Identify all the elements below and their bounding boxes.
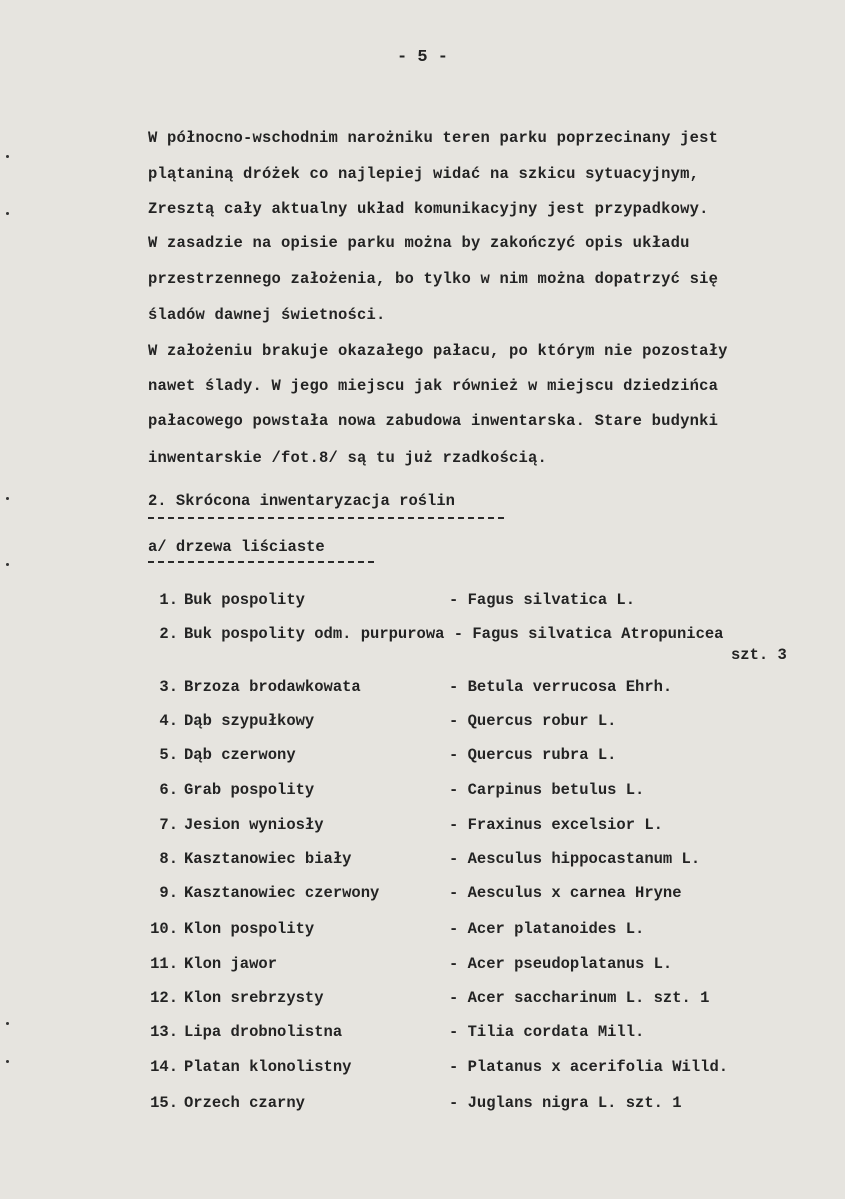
paragraph-line: W zasadzie na opisie parku można by zakończyć opis układu (148, 234, 690, 252)
page-number: - 5 - (396, 48, 448, 67)
subsection-heading-underline (148, 561, 374, 563)
tree-number: 1. (159, 591, 178, 609)
paragraph-line: W północno-wschodnim narożniku teren parku poprzecinany jest (148, 129, 719, 147)
section-heading: 2. Skrócona inwentaryzacja roślin (148, 492, 455, 510)
tree-number: 10. (150, 920, 178, 938)
tree-polish-name: Buk pospolity odm. purpurowa - Fagus silvatica Atropunicea (184, 625, 724, 643)
tree-polish-name: Grab pospolity (184, 781, 315, 799)
tree-latin-name: - Acer saccharinum L. szt. 1 (449, 989, 710, 1007)
margin-punch-mark (6, 1060, 9, 1063)
tree-row (0, 712, 845, 734)
tree-polish-name: Buk pospolity (184, 591, 305, 609)
tree-number: 7. (159, 816, 178, 834)
paragraph-line: W założeniu brakuje okazałego pałacu, po którym nie pozostały (148, 342, 728, 360)
tree-number: 15. (150, 1094, 178, 1112)
tree-polish-name: Kasztanowiec biały (184, 850, 352, 868)
tree-latin-name: - Platanus x acerifolia Willd. (449, 1058, 729, 1076)
tree-polish-name: Klon jawor (184, 955, 278, 973)
tree-row (0, 781, 845, 803)
tree-polish-name: Kasztanowiec czerwony (184, 884, 380, 902)
tree-latin-name: - Betula verrucosa Ehrh. (449, 678, 673, 696)
margin-punch-mark (6, 212, 9, 215)
tree-number: 11. (150, 955, 178, 973)
tree-latin-name: - Fraxinus excelsior L. (449, 816, 663, 834)
tree-number: 6. (159, 781, 178, 799)
tree-row (0, 591, 845, 613)
tree-polish-name: Jesion wyniosły (184, 816, 324, 834)
tree-row (0, 746, 845, 768)
paragraph-line: nawet ślady. W jego miejscu jak również w miejscu dziedzińca (148, 377, 719, 395)
tree-row (0, 816, 845, 838)
paragraph-line: Zresztą cały aktualny układ komunikacyjny jest przypadkowy. (148, 200, 709, 218)
tree-row (0, 850, 845, 872)
paragraph-line: plątaniną dróżek co najlepiej widać na szkicu sytuacyjnym, (148, 165, 700, 183)
tree-row (0, 678, 845, 700)
tree-count: szt. 3 (731, 646, 787, 664)
margin-punch-mark (6, 563, 9, 566)
margin-punch-mark (6, 1022, 9, 1025)
tree-number: 4. (159, 712, 178, 730)
tree-polish-name: Klon srebrzysty (184, 989, 324, 1007)
tree-latin-name: - Fagus silvatica L. (449, 591, 636, 609)
tree-number: 8. (159, 850, 178, 868)
tree-row (0, 1023, 845, 1045)
tree-number: 9. (159, 884, 178, 902)
tree-latin-name: - Acer pseudoplatanus L. (449, 955, 673, 973)
tree-row (0, 955, 845, 977)
paragraph-line: inwentarskie /fot.8/ są tu już rzadkością. (148, 449, 548, 467)
tree-row (0, 1094, 845, 1116)
tree-polish-name: Brzoza brodawkowata (184, 678, 361, 696)
tree-number: 12. (150, 989, 178, 1007)
margin-punch-mark (6, 155, 9, 158)
tree-latin-name: - Quercus rubra L. (449, 746, 617, 764)
tree-number: 5. (159, 746, 178, 764)
tree-row (0, 884, 845, 906)
margin-punch-mark (6, 497, 9, 500)
tree-polish-name: Platan klonolistny (184, 1058, 352, 1076)
tree-polish-name: Klon pospolity (184, 920, 315, 938)
tree-latin-name: - Aesculus hippocastanum L. (449, 850, 701, 868)
tree-polish-name: Lipa drobnolistna (184, 1023, 343, 1041)
tree-number: 2. (159, 625, 178, 643)
tree-row (0, 920, 845, 942)
tree-latin-name: - Juglans nigra L. szt. 1 (449, 1094, 682, 1112)
tree-polish-name: Orzech czarny (184, 1094, 305, 1112)
tree-number: 3. (159, 678, 178, 696)
subsection-heading: a/ drzewa liściaste (148, 538, 325, 556)
tree-row (0, 1058, 845, 1080)
tree-number: 14. (150, 1058, 178, 1076)
tree-row (0, 625, 845, 669)
tree-row (0, 989, 845, 1011)
paragraph-line: przestrzennego założenia, bo tylko w nim można dopatrzyć się (148, 270, 719, 288)
section-heading-underline (148, 517, 504, 519)
paragraph-line: śladów dawnej świetności. (148, 306, 386, 324)
tree-latin-name: - Quercus robur L. (449, 712, 617, 730)
tree-latin-name: - Acer platanoides L. (449, 920, 645, 938)
tree-latin-name: - Aesculus x carnea Hryne (449, 884, 682, 902)
tree-latin-name: - Tilia cordata Mill. (449, 1023, 645, 1041)
paragraph-line: pałacowego powstała nowa zabudowa inwentarska. Stare budynki (148, 412, 719, 430)
tree-polish-name: Dąb szypułkowy (184, 712, 315, 730)
tree-polish-name: Dąb czerwony (184, 746, 296, 764)
tree-number: 13. (150, 1023, 178, 1041)
tree-latin-name: - Carpinus betulus L. (449, 781, 645, 799)
